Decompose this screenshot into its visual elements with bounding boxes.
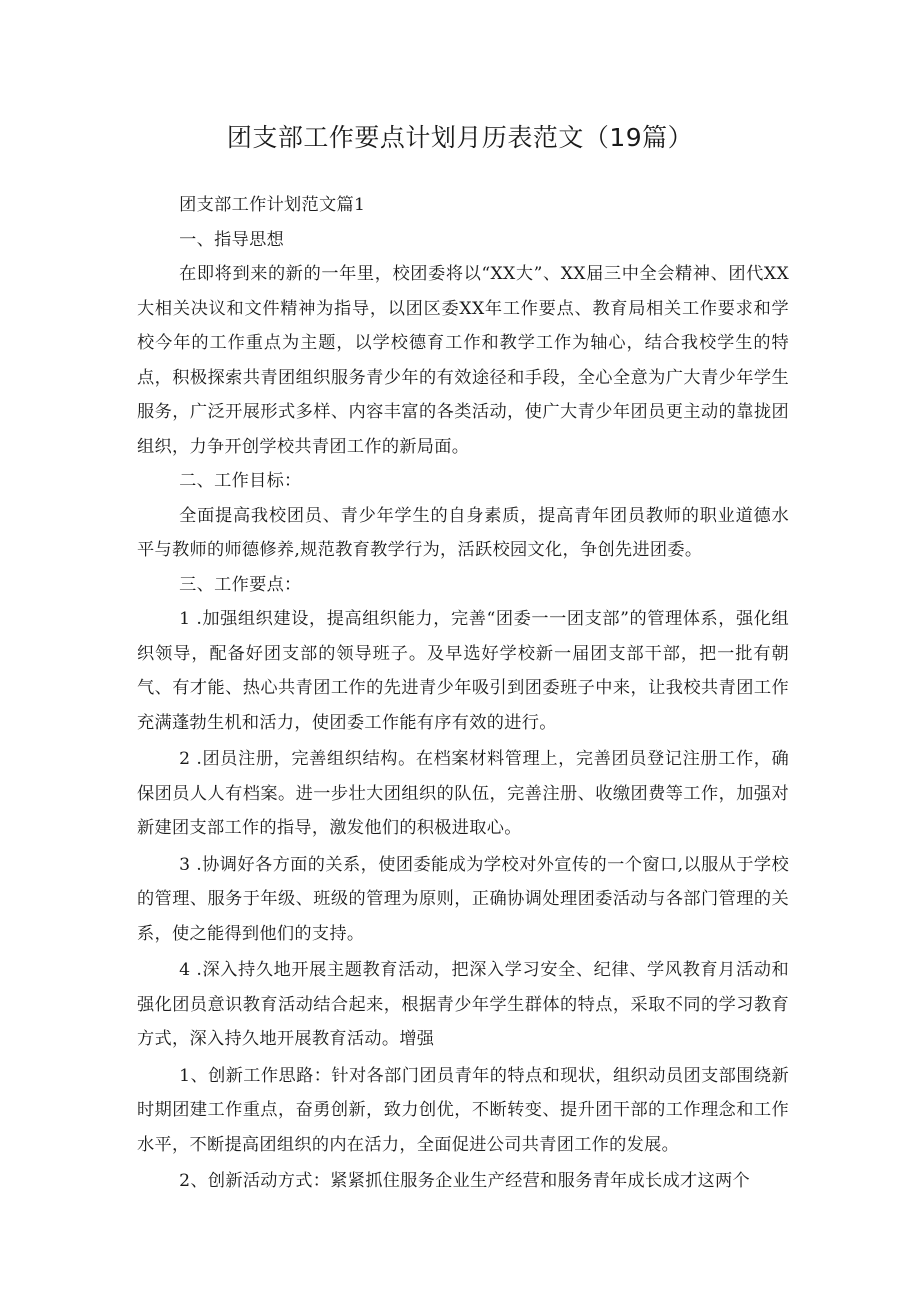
section-heading: 二、工作目标： [179, 471, 302, 491]
section-heading: 一、指导思想 [179, 229, 285, 250]
paragraph: 全面提高我校团员、青少年学生的自身素质，提高青年团员教师的职业道德水平与教师的师德修养,规范教育教学行为，活跃校园文化，争创先进团委。 [137, 505, 789, 560]
numbered-paragraph: 1、创新工作思路：针对各部门团员青年的特点和现状，组织动员团支部围绕新时期团建工作重点，奋勇创新，致力创优，不断转变、提升团干部的工作理念和工作水平，不断提高团组织的内在活力，全面促进公司共青团工作的发展。 [137, 1065, 789, 1155]
section-heading: 团支部工作计划范文篇1 [179, 195, 366, 215]
numbered-paragraph: 1 .加强组织建设，提高组织能力，完善“团委一一团支部”的管理体系，强化组织领导，配备好团支部的领导班子。及早选好学校新一届团支部干部，把一批有朝气、有才能、热心共青团工作的先进青少年吸引到团委班子中来，让我校共青团工作充满蓬勃生机和活力，使团委工作能有序有效的进行。 [137, 609, 789, 733]
document-body [137, 188, 789, 1199]
numbered-paragraph: 3 .协调好各方面的关系，使团委能成为学校对外宣传的一个窗口,以服从于学校的管理、服务于年级、班级的管理为原则，正确协调处理团委活动与各部门管理的关系，使之能得到他们的支持。 [137, 854, 789, 944]
section-heading: 三、工作要点： [179, 574, 302, 595]
numbered-paragraph: 2、创新活动方式：紧紧抓住服务企业生产经营和服务青年成长成才这两个 [179, 1171, 750, 1191]
numbered-paragraph: 2 .团员注册，完善组织结构。在档案材料管理上，完善团员登记注册工作，确保团员人人有档案。进一步壮大团组织的队伍，完善注册、收缴团费等工作，加强对新建团支部工作的指导，激发他们的积极进取心。 [137, 749, 789, 838]
paragraph: 在即将到来的新的一年里，校团委将以“XX大”、XX届三中全会精神、团代XX大相关决议和文件精神为指导，以团区委XX年工作要点、教育局相关工作要求和学校今年的工作重点为主题，以学校德育工作和教学工作为轴心，结合我校学生的特点，积极探索共青团组织服务青少年的有效途径和手段，全心全意为广大青少年学生服务，广泛开展形式多样、内容丰富的各类活动，使广大青少年团员更主动的靠拢团组织，力争开创学校共青团工作的新局面。 [137, 264, 789, 457]
document-title: 团支部工作要点计划月历表范文（19篇） [226, 123, 694, 152]
numbered-paragraph: 4 .深入持久地开展主题教育活动，把深入学习安全、纪律、学风教育月活动和强化团员意识教育活动结合起来，根据青少年学生群体的特点，采取不同的学习教育方式，深入持久地开展教育活动。增强 [137, 960, 789, 1049]
